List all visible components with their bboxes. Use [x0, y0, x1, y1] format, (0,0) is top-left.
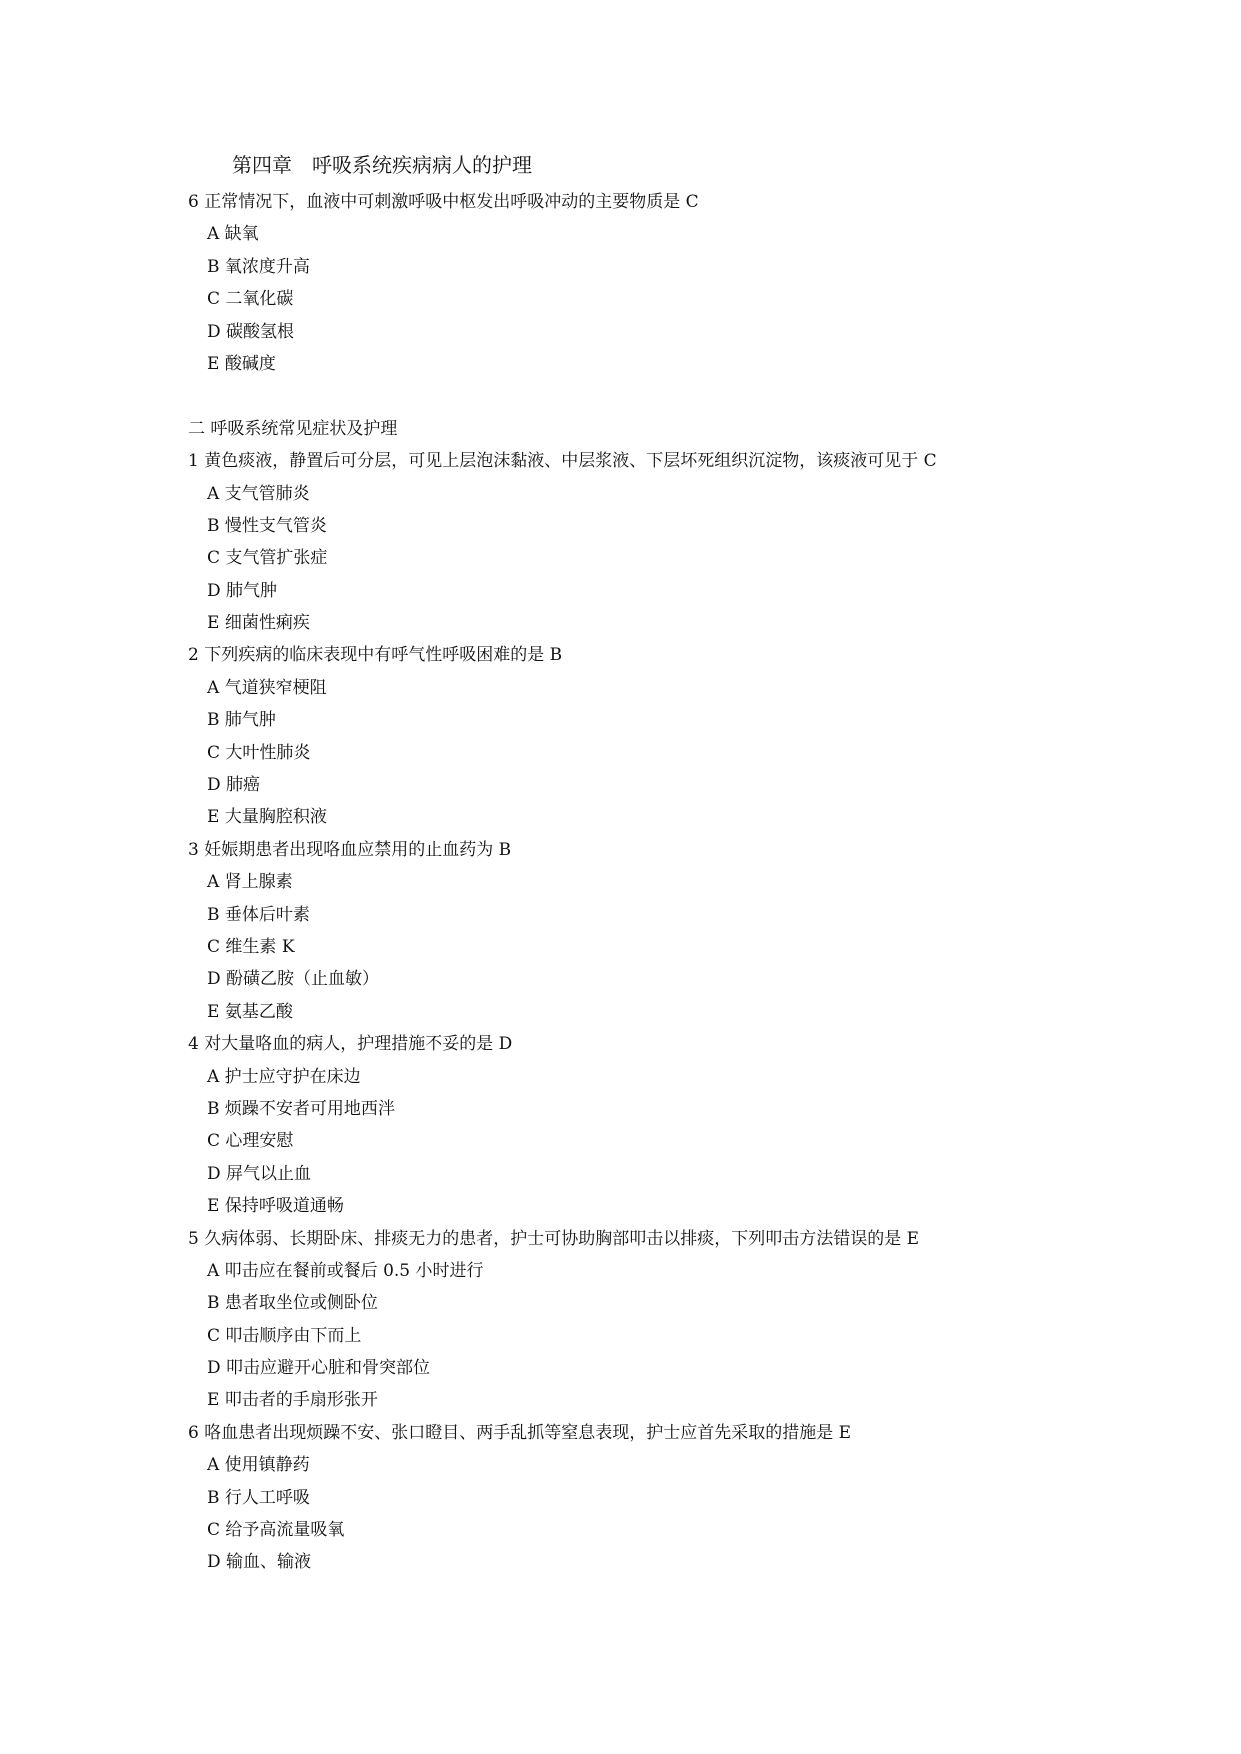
section-heading: 二 呼吸系统常见症状及护理: [188, 418, 398, 439]
option-d: D 屏气以止血: [207, 1163, 312, 1184]
option-b: B 烦躁不安者可用地西泮: [207, 1098, 395, 1119]
option-e: E 叩击者的手扇形张开: [207, 1390, 378, 1411]
option-a: A 支气管肺炎: [207, 483, 310, 504]
question-stem: 6 正常情况下，血液中可刺激呼吸中枢发出呼吸冲动的主要物质是 C: [188, 192, 699, 212]
option-d: D 叩击应避开心脏和骨突部位: [207, 1358, 431, 1379]
question-block-2: [188, 639, 1188, 833]
option-b: B 氧浓度升高: [207, 256, 310, 277]
option-b: B 垂体后叶素: [207, 904, 310, 925]
question-stem: 2 下列疾病的临床表现中有呼气性呼吸困难的是 B: [188, 645, 563, 666]
option-d: D 酚磺乙胺（止血敏）: [207, 969, 380, 990]
option-d: D 肺癌: [207, 775, 261, 796]
option-e: E 大量胸腔积液: [207, 807, 327, 828]
option-d: D 碳酸氢根: [207, 321, 295, 342]
option-b: B 肺气肿: [207, 710, 276, 731]
option-d: D 输血、输液: [207, 1552, 312, 1573]
chapter-title: 第四章 呼吸系统疾病病人的护理: [232, 153, 532, 177]
option-b: B 患者取坐位或侧卧位: [207, 1293, 378, 1314]
question-block-6-intro: [188, 186, 1188, 380]
question-stem: 1 黄色痰液，静置后可分层，可见上层泡沫黏液、中层浆液、下层坏死组织沉淀物，该痰液可见于 C: [188, 451, 937, 472]
option-c: C 二氧化碳: [207, 289, 294, 310]
question-block-5: [188, 1223, 1188, 1417]
option-c: C 大叶性肺炎: [207, 742, 311, 763]
option-c: C 支气管扩张症: [207, 548, 328, 569]
option-a: A 护士应守护在床边: [207, 1066, 361, 1087]
question-stem: 3 妊娠期患者出现咯血应禁用的止血药为 B: [188, 839, 512, 860]
option-c: C 给予高流量吸氧: [207, 1520, 345, 1541]
option-a: A 使用镇静药: [207, 1455, 310, 1476]
option-e: E 酸碱度: [207, 353, 276, 374]
question-block-4: [188, 1028, 1188, 1222]
option-e: E 氨基乙酸: [207, 1001, 293, 1022]
option-a: A 叩击应在餐前或餐后 0.5 小时进行: [207, 1260, 484, 1281]
question-stem: 4 对大量咯血的病人，护理措施不妥的是 D: [188, 1034, 513, 1055]
document-body: [188, 186, 1188, 1579]
option-e: E 保持呼吸道通畅: [207, 1196, 344, 1217]
question-stem: 5 久病体弱、长期卧床、排痰无力的患者，护士可协助胸部叩击以排痰，下列叩击方法错误的是 E: [188, 1228, 920, 1249]
option-c: C 维生素 K: [207, 936, 295, 957]
option-c: C 心理安慰: [207, 1131, 294, 1152]
option-c: C 叩击顺序由下而上: [207, 1325, 362, 1346]
option-d: D 肺气肿: [207, 580, 278, 601]
option-b: B 行人工呼吸: [207, 1487, 310, 1508]
question-block-1: [188, 445, 1188, 639]
question-block-3: [188, 834, 1188, 1028]
option-b: B 慢性支气管炎: [207, 515, 327, 536]
spacer: [188, 380, 1188, 412]
question-block-6: [188, 1417, 1188, 1579]
option-e: E 细菌性痢疾: [207, 613, 310, 634]
question-stem: 6 咯血患者出现烦躁不安、张口瞪目、两手乱抓等窒息表现，护士应首先采取的措施是 E: [188, 1422, 852, 1443]
option-a: A 肾上腺素: [207, 872, 293, 893]
option-a: A 气道狭窄梗阻: [207, 677, 327, 698]
option-a: A 缺氧: [207, 224, 259, 245]
